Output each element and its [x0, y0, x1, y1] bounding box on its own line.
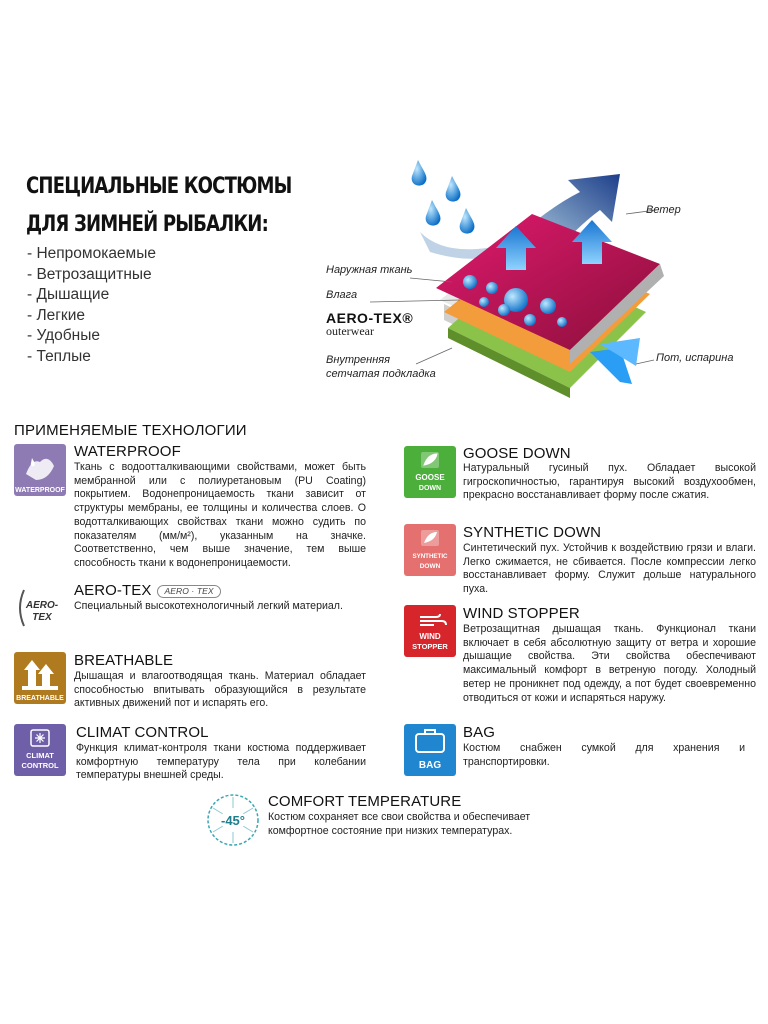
goose-badge-label-2: DOWN [418, 485, 442, 492]
climat-control-badge-icon [14, 724, 66, 776]
synthetic-badge-label-2: DOWN [419, 563, 441, 570]
wind-stopper-title: WIND STOPPER [463, 605, 580, 622]
bag-badge-icon [404, 724, 456, 776]
waterproof-badge-icon [14, 444, 66, 496]
aerotex-mark: AERO · TEX [157, 585, 220, 598]
breathable-title: BREATHABLE [74, 652, 174, 669]
feature-item: - Непромокаемые [27, 245, 156, 262]
water-drop-icon [412, 160, 475, 234]
label-wind: Ветер [646, 204, 681, 216]
aerotex-badge-label-1: AERO- [25, 600, 59, 611]
breathable-desc: Дышащая и влагоотводящая ткань. Материал обладает способностью впитывать образующийся в результате активных движений пот и испарять его. [74, 670, 366, 710]
goose-down-desc: Натуральный гусиный пух. Обладает высокой гигроскопичностью, гарантируя высокий воздухообмен, прекрасно восстанавливает форму после сжатия. [463, 462, 756, 502]
feature-item: - Теплые [27, 347, 91, 365]
feature-item: - Удобные [27, 327, 100, 345]
goose-down-badge-icon [404, 446, 456, 498]
bag-title: BAG [463, 724, 495, 741]
synthetic-badge-label-1: SYNTHETIC [412, 553, 448, 560]
comfort-temperature-badge-icon [206, 793, 260, 847]
fabric-layers-illustration [320, 152, 760, 422]
feature-item: - Легкие [27, 306, 85, 324]
climat-badge-label-2: CONTROL [21, 761, 59, 770]
goose-down-title: GOOSE DOWN [463, 445, 571, 462]
synthetic-down-title: SYNTHETIC DOWN [463, 524, 602, 541]
waterproof-desc: Ткань с водоотталкивающими свойствами, может быть мембранной или с полиуретановым (PU Coating) покрытием. Водонепроницаемость ткани зависит от структуры мембраны, ее толщины и количества слоев. О водотталкивающих свойствах ткани можно судить по показателям (мм/м²), указанным на значке. Соответственно, чем выше значение, тем выше способность ткани к водонепроницаемости. [74, 461, 366, 569]
breathable-badge-icon [14, 652, 66, 704]
aerotex-brand: AERO-TEX® [326, 310, 414, 326]
climat-control-desc: Функция климат-контроля ткани костюма поддерживает комфортную температуру тела при колебании температуры внешней среды. [76, 742, 366, 782]
feature-list [27, 244, 156, 368]
headline [26, 168, 292, 244]
headline-line-1: СПЕЦИАЛЬНЫЕ КОСТЮМЫ [26, 174, 292, 199]
aerotex-brand-sub: outerwear [326, 324, 374, 338]
goose-badge-label-1: GOOSE [415, 473, 445, 482]
feature-item: - Дышащие [27, 286, 110, 304]
feature-item: - Ветрозащитные [27, 265, 152, 283]
section-title: ПРИМЕНЯЕМЫЕ ТЕХНОЛОГИИ [14, 422, 247, 439]
aerotex-badge-icon [14, 582, 66, 634]
comfort-temperature-desc: Костюм сохраняет все свои свойства и обеспечивает комфортное состояние при низких температурах. [268, 811, 531, 837]
bag-desc: Костюм снабжен сумкой для хранения и транспортировки. [463, 742, 745, 768]
label-moisture: Влага [326, 289, 358, 301]
label-outer-fabric: Наружная ткань [326, 264, 413, 276]
synthetic-down-badge-icon [404, 524, 456, 576]
wind-stopper-badge-icon [404, 605, 456, 657]
headline-line-2: ДЛЯ ЗИМНЕЙ РЫБАЛКИ: [26, 212, 268, 237]
windstopper-badge-label-2: STOPPER [412, 642, 448, 651]
aerotex-title: AERO-TEX [74, 582, 152, 599]
bag-badge-label: BAG [418, 760, 442, 771]
breathable-badge-label: BREATHABLE [16, 695, 64, 702]
synthetic-down-desc: Синтетический пух. Устойчив к воздействию грязи и влаги. Легко сжимается, не сбивается. После компрессии легко восстанавливает форму. Служит дольше натурального пуха. [463, 542, 756, 596]
aerotex-badge-label-2: TEX [32, 612, 52, 623]
label-inner-2: сетчатая подкладка [326, 368, 436, 380]
waterproof-badge-label: WATERPROOF [15, 487, 65, 494]
waterproof-title: WATERPROOF [74, 443, 181, 460]
wind-stopper-desc: Ветрозащитная дышащая ткань. Функционал ткани включает в себя абсолютную защиту от ветра и хорошие дышащие свойства. Эти свойства обеспечивают максимальный комфорт в ветреную погоду. Холодный ветер не проникнет под одежду, а пот будет своевременно отводиться от кожи и испаряться наружу. [463, 623, 756, 704]
climat-badge-label-1: CLIMAT [26, 751, 54, 760]
label-sweat: Пот, испарина [656, 352, 734, 364]
windstopper-badge-label-1: WIND [419, 632, 441, 641]
comfort-temperature-title: COMFORT TEMPERATURE [268, 793, 462, 810]
label-inner-1: Внутренняя [326, 354, 391, 366]
aerotex-desc: Специальный высокотехнологичный легкий материал. [74, 600, 343, 612]
aerotex-logo [326, 312, 413, 338]
climat-control-title: CLIMAT CONTROL [76, 724, 209, 741]
aerotex-title-row [74, 582, 221, 599]
comfort-badge-label: -45° [221, 813, 245, 828]
fabric-layer-diagram [320, 152, 760, 422]
